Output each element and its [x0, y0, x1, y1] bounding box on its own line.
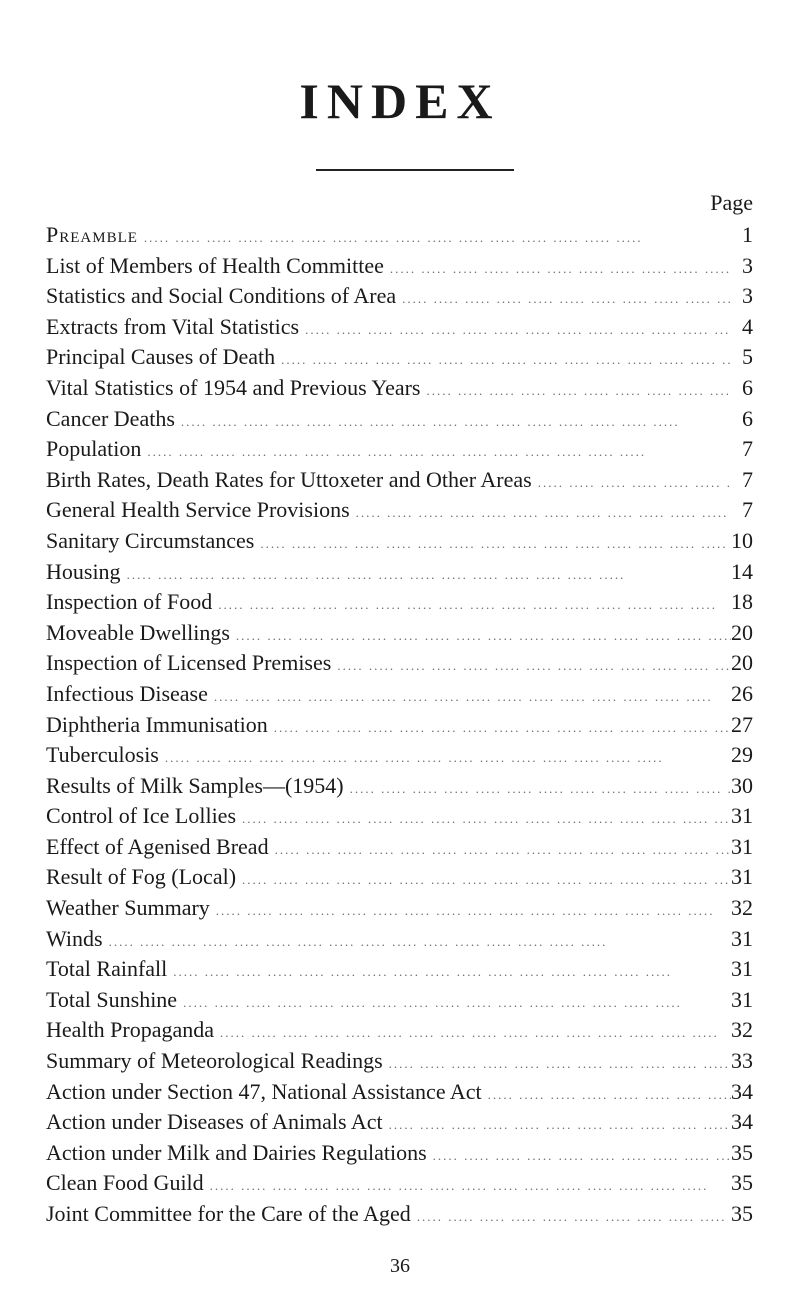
index-entry: [46, 681, 753, 712]
entry-page: 7: [742, 466, 753, 492]
entry-label: Inspection of Licensed Premises: [46, 650, 332, 676]
entry-label: Result of Fog (Local): [46, 864, 237, 890]
index-entry: [46, 344, 753, 375]
entry-page: 31: [731, 925, 753, 951]
index-entry: [46, 864, 753, 895]
index-entry: [46, 222, 753, 253]
entry-label: Birth Rates, Death Rates for Uttoxeter and Other Areas: [46, 466, 532, 492]
entry-page: 20: [731, 619, 753, 645]
entry-label: Total Sunshine: [46, 986, 178, 1012]
entry-label: Statistics and Social Conditions of Area: [46, 283, 397, 309]
entry-label: Extracts from Vital Statistics: [46, 313, 300, 339]
entry-label: General Health Service Provisions: [46, 497, 350, 523]
dot-leader: [236, 811, 731, 827]
entry-page: 4: [742, 313, 753, 339]
dot-leader: [350, 505, 731, 521]
index-list: [46, 222, 753, 1232]
entry-page: 6: [742, 405, 753, 431]
index-entry: [46, 895, 753, 926]
entry-label: Cancer Deaths: [46, 405, 175, 431]
entry-label: Preamble: [46, 222, 138, 247]
page-column-heading: Page: [710, 190, 753, 215]
dot-leader: [254, 536, 731, 552]
index-entry: [46, 283, 753, 314]
index-entry: [46, 773, 753, 804]
entry-page: 30: [731, 772, 753, 798]
title-rule: [316, 169, 514, 171]
index-entry: [46, 803, 753, 834]
entry-page: 1: [742, 222, 753, 247]
dot-leader: [236, 872, 731, 888]
entry-page: 34: [731, 1109, 753, 1135]
dot-leader: [532, 475, 731, 491]
entry-page: 27: [731, 711, 753, 737]
page-title: INDEX: [299, 73, 501, 129]
entry-page: 34: [731, 1078, 753, 1104]
index-entry: [46, 467, 753, 498]
entry-page: 35: [731, 1170, 753, 1196]
dot-leader: [204, 1178, 731, 1194]
index-entry: [46, 1048, 753, 1079]
dot-leader: [269, 842, 731, 858]
index-entry: [46, 406, 753, 437]
entry-page: 31: [731, 956, 753, 982]
index-entry: [46, 1109, 753, 1140]
index-entry: [46, 559, 753, 590]
entry-label: Population: [46, 436, 142, 462]
dot-leader: [212, 597, 731, 613]
index-entry: [46, 1201, 753, 1232]
dot-leader: [482, 1087, 731, 1103]
entry-page: 31: [731, 986, 753, 1012]
entry-label: Inspection of Food: [46, 589, 213, 615]
index-entry: [46, 650, 753, 681]
entry-label: Results of Milk Samples—(1954): [46, 772, 344, 798]
dot-leader: [383, 1117, 731, 1133]
dot-leader: [210, 903, 731, 919]
index-entry: [46, 375, 753, 406]
index-entry: [46, 497, 753, 528]
entry-label: Clean Food Guild: [46, 1170, 204, 1196]
entry-label: Effect of Agenised Bread: [46, 833, 269, 859]
entry-page: 31: [731, 864, 753, 890]
dot-leader: [427, 1148, 731, 1164]
index-entry: [46, 1017, 753, 1048]
entry-page: 32: [731, 895, 753, 921]
dot-leader: [121, 567, 731, 583]
entry-label: Sanitary Circumstances: [46, 527, 255, 553]
dot-leader: [141, 444, 731, 460]
entry-page: 20: [731, 650, 753, 676]
dot-leader: [159, 750, 731, 766]
index-entry: [46, 742, 753, 773]
index-entry: [46, 956, 753, 987]
dot-leader: [411, 1209, 731, 1225]
dot-leader: [384, 261, 731, 277]
index-entry: [46, 253, 753, 284]
entry-page: 7: [742, 436, 753, 462]
entry-label: Action under Diseases of Animals Act: [46, 1109, 383, 1135]
index-entry: [46, 712, 753, 743]
index-entry: [46, 1170, 753, 1201]
entry-label: Action under Section 47, National Assistance Act: [46, 1078, 482, 1104]
index-entry: [46, 589, 753, 620]
entry-label: Principal Causes of Death: [46, 344, 276, 370]
dot-leader: [383, 1056, 731, 1072]
entry-label: Summary of Meteorological Readings: [46, 1048, 383, 1074]
dot-leader: [331, 658, 731, 674]
entry-page: 33: [731, 1048, 753, 1074]
entry-page: 32: [731, 1017, 753, 1043]
entry-page: 31: [731, 803, 753, 829]
index-entry: [46, 314, 753, 345]
dot-leader: [175, 414, 731, 430]
index-entry: [46, 528, 753, 559]
index-entry: [46, 436, 753, 467]
entry-label: Housing: [46, 558, 121, 584]
dot-leader: [344, 781, 731, 797]
index-entry: [46, 1079, 753, 1110]
dot-leader: [167, 964, 731, 980]
entry-label: Joint Committee for the Care of the Aged: [46, 1201, 411, 1226]
entry-page: 18: [731, 589, 753, 615]
entry-page: 6: [742, 374, 753, 400]
entry-page: 3: [742, 252, 753, 278]
entry-label: Moveable Dwellings: [46, 619, 230, 645]
dot-leader: [138, 230, 731, 246]
index-entry: [46, 834, 753, 865]
index-entry: [46, 926, 753, 957]
entry-page: 35: [731, 1201, 753, 1226]
entry-label: Health Propaganda: [46, 1017, 214, 1043]
entry-page: 26: [731, 680, 753, 706]
entry-page: 5: [742, 344, 753, 370]
entry-label: Diphtheria Immunisation: [46, 711, 268, 737]
entry-label: Total Rainfall: [46, 956, 168, 982]
entry-page: 35: [731, 1139, 753, 1165]
dot-leader: [214, 1025, 731, 1041]
entry-page: 31: [731, 833, 753, 859]
entry-page: 3: [742, 283, 753, 309]
entry-label: Action under Milk and Dairies Regulations: [46, 1139, 427, 1165]
entry-label: Control of Ice Lollies: [46, 803, 237, 829]
page-number: 36: [390, 1255, 410, 1277]
entry-page: 14: [731, 558, 753, 584]
index-entry: [46, 620, 753, 651]
dot-leader: [275, 352, 731, 368]
entry-label: List of Members of Health Committee: [46, 252, 384, 278]
entry-page: 7: [742, 497, 753, 523]
entry-page: 10: [731, 527, 753, 553]
entry-label: Winds: [46, 925, 103, 951]
dot-leader: [103, 934, 731, 950]
entry-label: Tuberculosis: [46, 742, 159, 768]
entry-label: Vital Statistics of 1954 and Previous Years: [46, 374, 421, 400]
dot-leader: [299, 322, 731, 338]
dot-leader: [208, 689, 731, 705]
index-entry: [46, 1140, 753, 1171]
entry-page: 29: [731, 742, 753, 768]
dot-leader: [396, 291, 731, 307]
entry-label: Weather Summary: [46, 895, 210, 921]
entry-label: Infectious Disease: [46, 680, 208, 706]
dot-leader: [230, 628, 731, 644]
dot-leader: [177, 995, 731, 1011]
index-entry: [46, 987, 753, 1018]
dot-leader: [421, 383, 732, 399]
dot-leader: [268, 720, 731, 736]
